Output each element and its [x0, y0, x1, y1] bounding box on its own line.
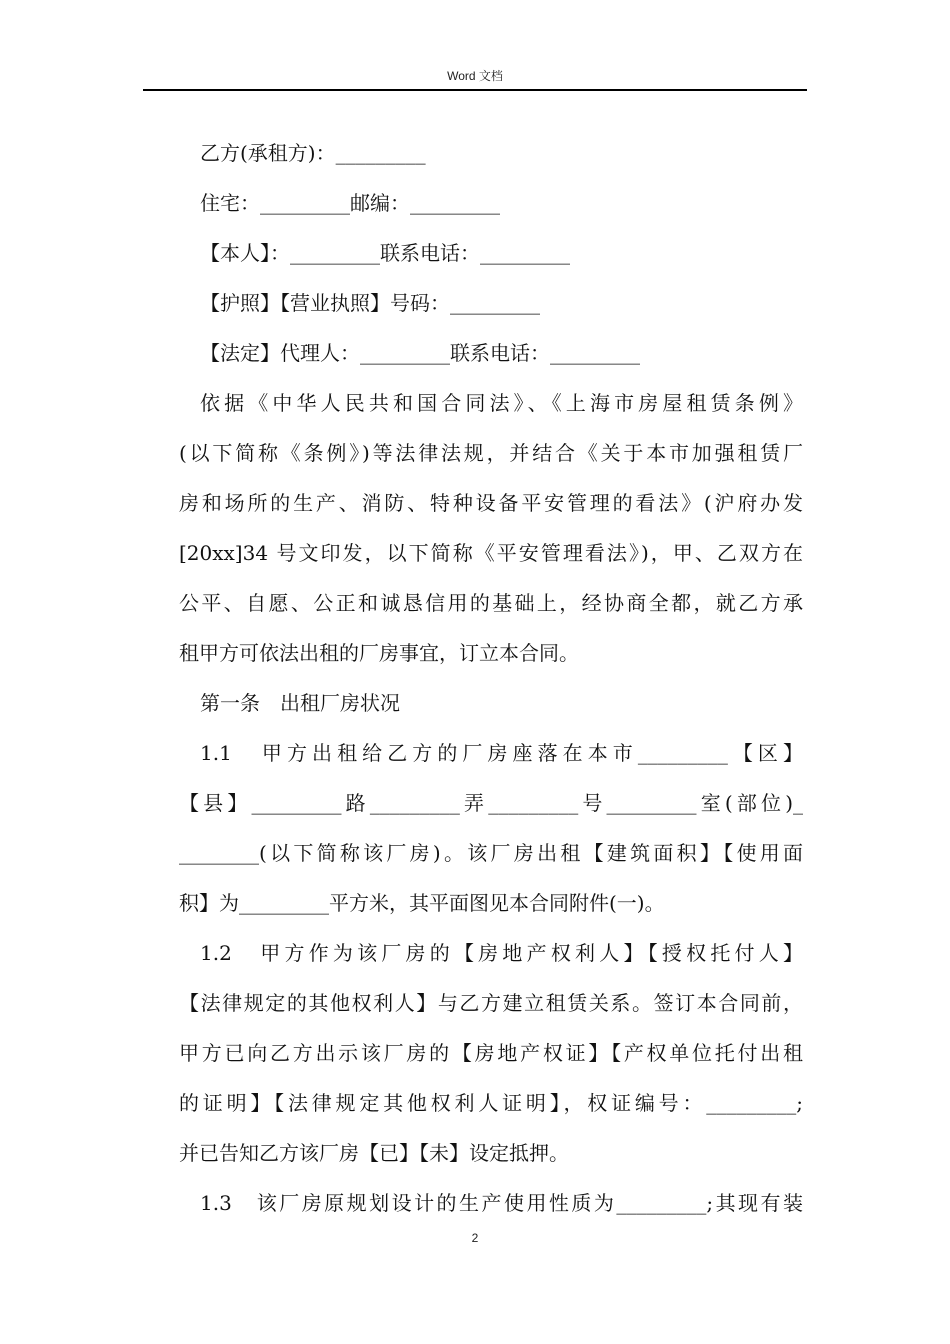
preamble-line: [20xx]34 号文印发，以下简称《平安管理看法》)，甲、乙双方在 [179, 541, 803, 565]
person-phone-line: 【本人】：_________联系电话：_________ [200, 241, 570, 265]
preamble-line: 公平、自愿、公正和诚恳信用的基础上，经协商全都，就乙方承 [179, 591, 803, 615]
clause-1-2-line: 并已告知乙方该厂房【已】【未】设定抵押。 [179, 1141, 569, 1165]
page-footer [0, 1231, 950, 1245]
clause-1-1-line: 【县】_________路_________弄_________号_________室(部位)_ [179, 791, 803, 815]
passport-license-line: 【护照】【营业执照】号码：_________ [200, 291, 540, 315]
party-b-line: 乙方(承租方)：_________ [200, 141, 426, 165]
clause-1-2-line: 的证明】【法律规定其他权利人证明】，权证编号：_________; [179, 1091, 803, 1115]
clause-1-2-line: 甲方已向乙方出示该厂房的【房地产权证】【产权单位托付出租 [179, 1041, 803, 1065]
clause-1-1-line: 积】为_________平方米，其平面图见本合同附件(一)。 [179, 891, 665, 915]
document-body [179, 128, 803, 1228]
clause-1-2-line: 1.2 甲方作为该厂房的【房地产权利人】【授权托付人】 [200, 941, 803, 965]
legal-agent-line: 【法定】代理人：_________联系电话：_________ [200, 341, 640, 365]
preamble-line: 依据《中华人民共和国合同法》、《上海市房屋租赁条例》 [200, 391, 803, 415]
clause-1-1-line: ________(以下简称该厂房)。该厂房出租【建筑面积】【使用面 [179, 841, 803, 865]
preamble-line: 房和场所的生产、消防、特种设备平安管理的看法》(沪府办发 [179, 491, 803, 515]
page-number: 2 [471, 1231, 479, 1245]
header-title: Word 文档 [447, 69, 503, 83]
clause-1-3-line: 1.3 该厂房原规划设计的生产使用性质为_________;其现有装 [200, 1191, 803, 1215]
page-header [143, 68, 807, 91]
preamble-line: (以下简称《条例》)等法律法规，并结合《关于本市加强租赁厂 [179, 441, 803, 465]
residence-postcode-line: 住宅：_________邮编：_________ [200, 191, 500, 215]
article-one-heading: 第一条 出租厂房状况 [200, 691, 400, 715]
clause-1-2-line: 【法律规定的其他权利人】与乙方建立租赁关系。签订本合同前， [179, 991, 803, 1015]
preamble-line: 租甲方可依法出租的厂房事宜，订立本合同。 [179, 641, 579, 665]
clause-1-1-line: 1.1 甲方出租给乙方的厂房座落在本市_________【区】 [200, 741, 803, 765]
